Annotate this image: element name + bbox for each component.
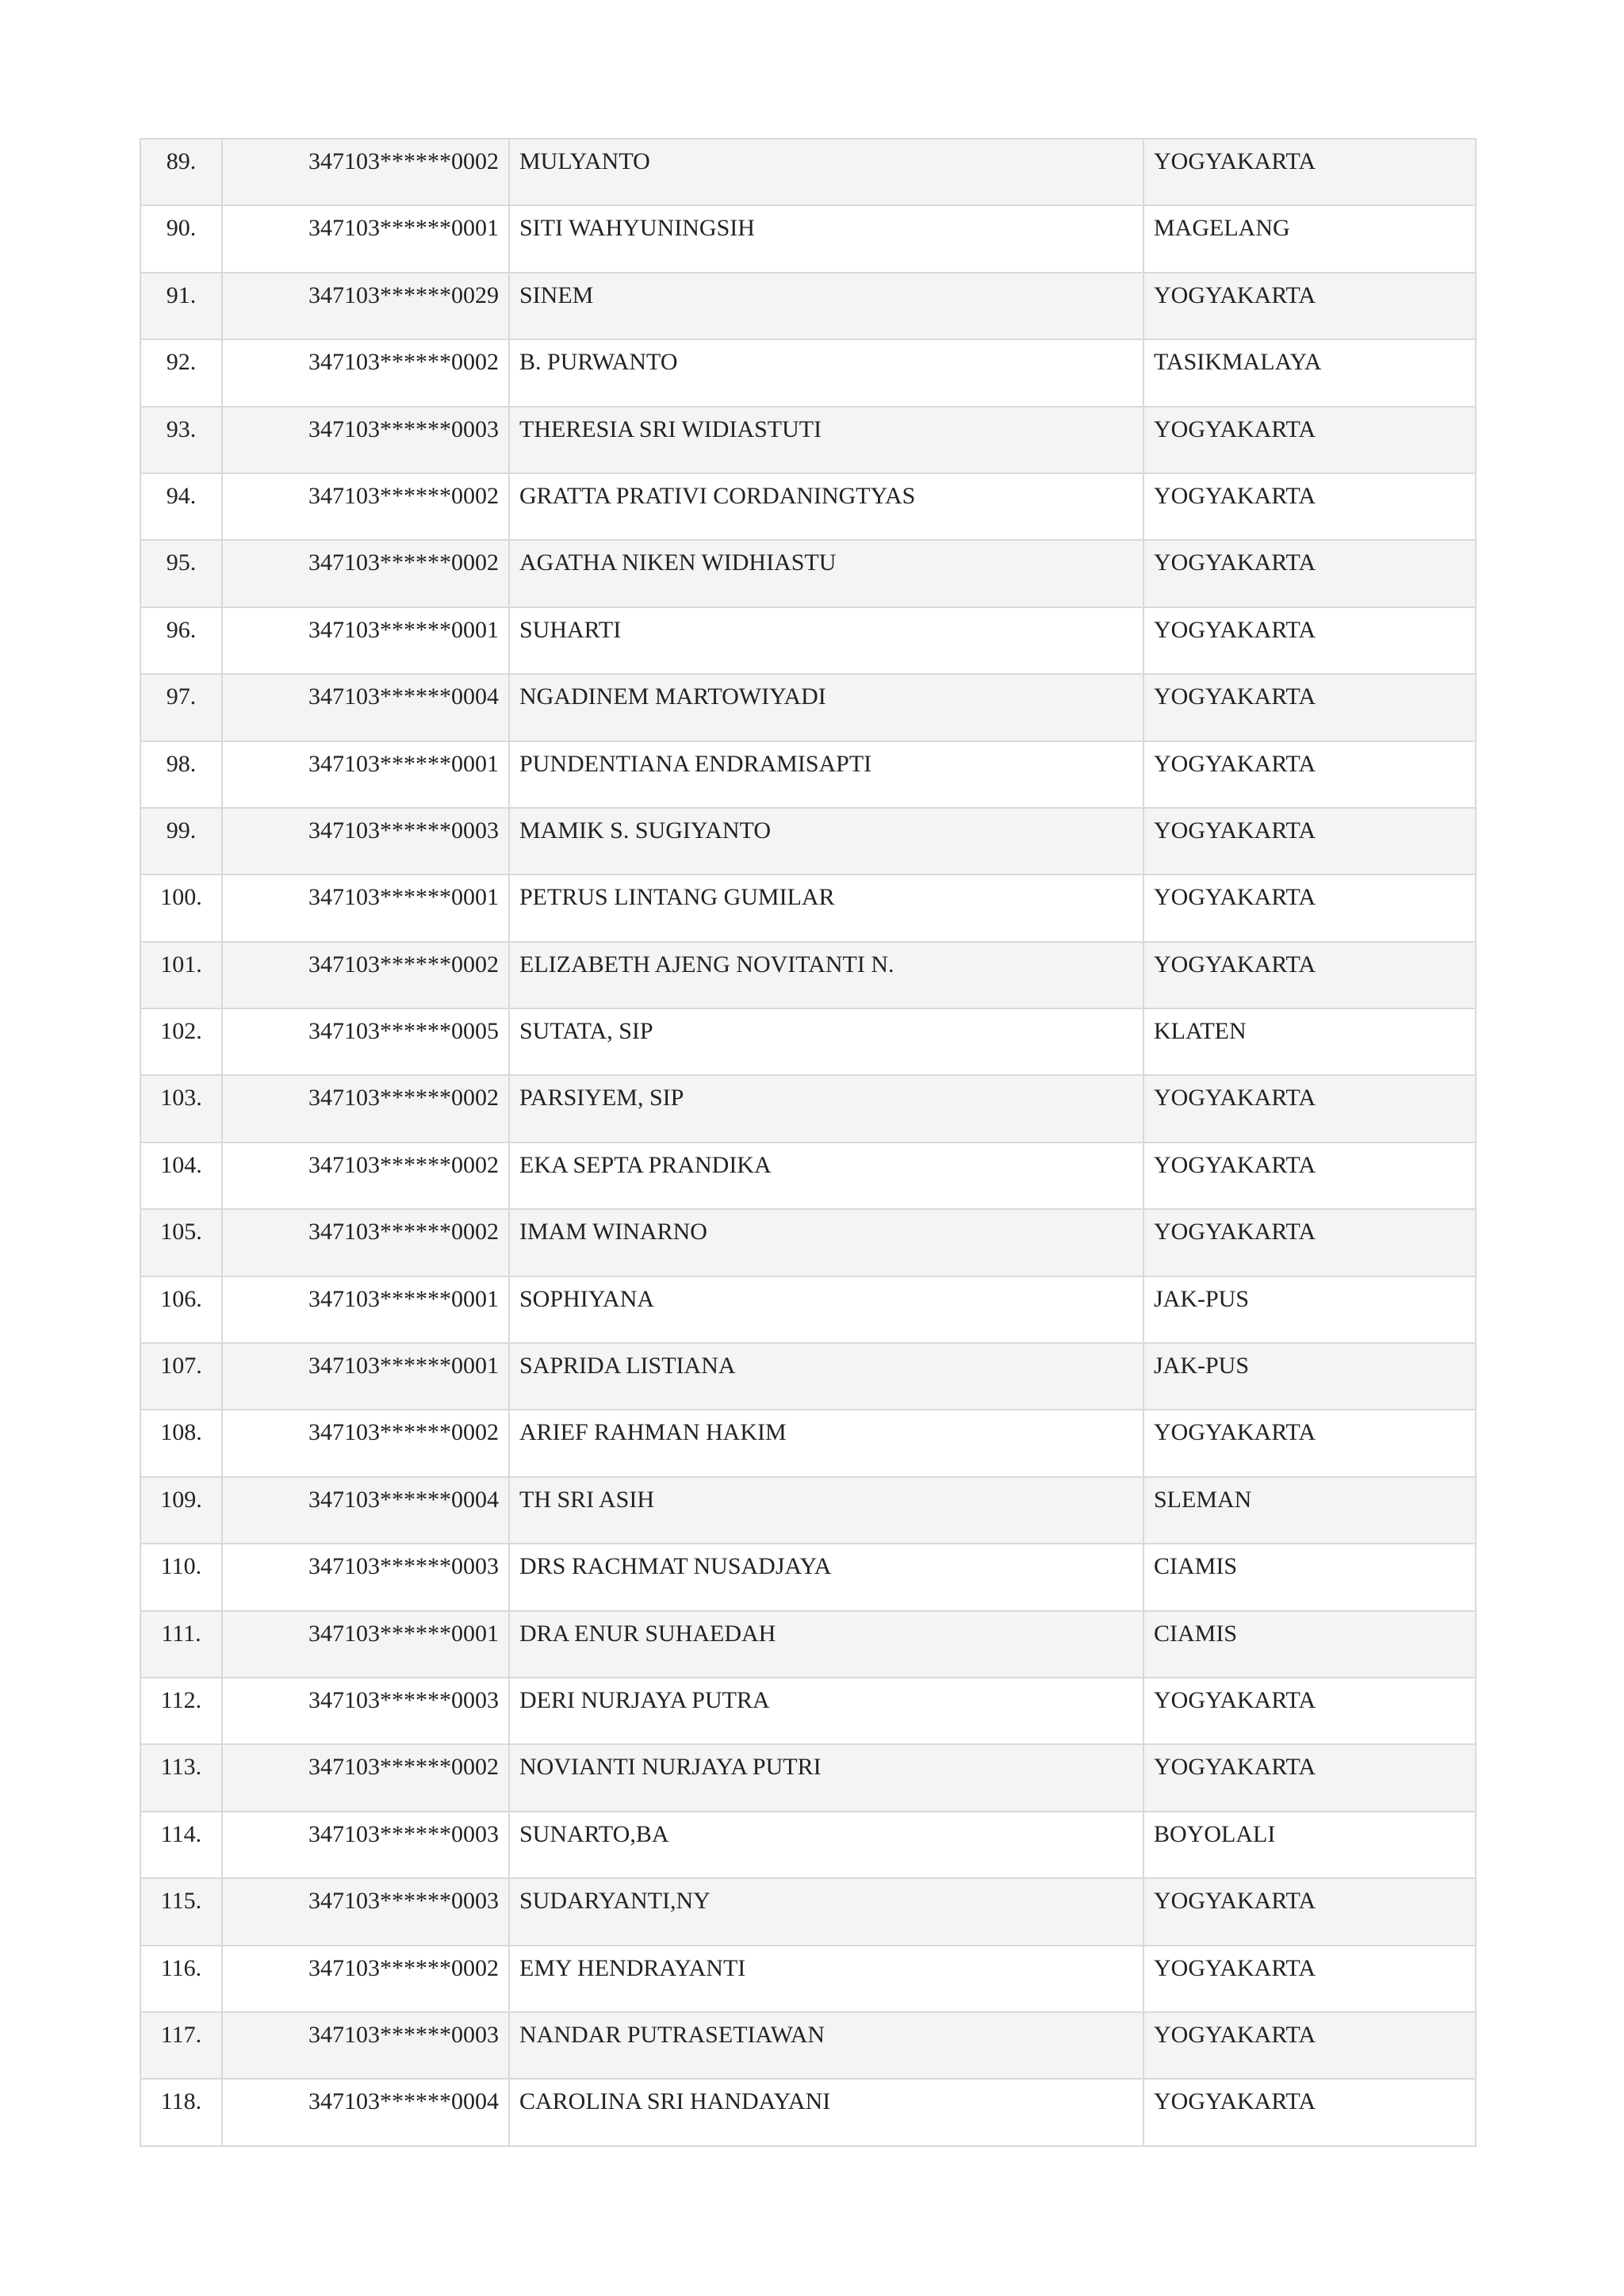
row-number-cell: 106. (140, 1276, 222, 1343)
table-row (140, 1544, 1476, 1610)
row-number-cell: 114. (140, 1812, 222, 1878)
nik-cell: 347103******0003 (222, 1544, 509, 1610)
city-cell: YOGYAKARTA (1143, 273, 1476, 339)
nik-cell: 347103******0001 (222, 874, 509, 941)
name-cell: SOPHIYANA (509, 1276, 1143, 1343)
city-cell: KLATEN (1143, 1008, 1476, 1075)
table-row (140, 407, 1476, 473)
city-cell: SLEMAN (1143, 1477, 1476, 1544)
city-cell: YOGYAKARTA (1143, 1878, 1476, 1945)
name-cell: SITI WAHYUNINGSIH (509, 205, 1143, 272)
row-number-cell: 108. (140, 1410, 222, 1476)
city-cell: YOGYAKARTA (1143, 1209, 1476, 1276)
nik-cell: 347103******0001 (222, 1343, 509, 1410)
table-row (140, 273, 1476, 339)
name-cell: DRA ENUR SUHAEDAH (509, 1611, 1143, 1678)
row-number-cell: 91. (140, 273, 222, 339)
nik-cell: 347103******0003 (222, 407, 509, 473)
row-number-cell: 99. (140, 808, 222, 874)
roster-table (140, 138, 1477, 2147)
nik-cell: 347103******0002 (222, 1744, 509, 1811)
row-number-cell: 97. (140, 674, 222, 740)
name-cell: NANDAR PUTRASETIAWAN (509, 2012, 1143, 2079)
city-cell: YOGYAKARTA (1143, 473, 1476, 540)
city-cell: MAGELANG (1143, 205, 1476, 272)
name-cell: DRS RACHMAT NUSADJAYA (509, 1544, 1143, 1610)
city-cell: YOGYAKARTA (1143, 1946, 1476, 2012)
table-row (140, 741, 1476, 808)
table-row (140, 1946, 1476, 2012)
row-number-cell: 111. (140, 1611, 222, 1678)
table-row (140, 607, 1476, 674)
table-row (140, 1276, 1476, 1343)
table-row (140, 808, 1476, 874)
row-number-cell: 110. (140, 1544, 222, 1610)
nik-cell: 347103******0004 (222, 1477, 509, 1544)
table-row (140, 1410, 1476, 1476)
nik-cell: 347103******0001 (222, 1611, 509, 1678)
nik-cell: 347103******0003 (222, 1878, 509, 1945)
name-cell: PUNDENTIANA ENDRAMISAPTI (509, 741, 1143, 808)
nik-cell: 347103******0002 (222, 1142, 509, 1209)
table-row (140, 1075, 1476, 1142)
city-cell: YOGYAKARTA (1143, 1678, 1476, 1744)
city-cell: YOGYAKARTA (1143, 942, 1476, 1008)
nik-cell: 347103******0002 (222, 1946, 509, 2012)
name-cell: SUDARYANTI,NY (509, 1878, 1143, 1945)
table-row (140, 1878, 1476, 1945)
table-row (140, 1477, 1476, 1544)
row-number-cell: 113. (140, 1744, 222, 1811)
table-row (140, 1008, 1476, 1075)
row-number-cell: 104. (140, 1142, 222, 1209)
table-row (140, 1142, 1476, 1209)
name-cell: MULYANTO (509, 139, 1143, 205)
nik-cell: 347103******0003 (222, 1678, 509, 1744)
table-row (140, 1343, 1476, 1410)
nik-cell: 347103******0002 (222, 473, 509, 540)
row-number-cell: 115. (140, 1878, 222, 1945)
city-cell: BOYOLALI (1143, 1812, 1476, 1878)
nik-cell: 347103******0002 (222, 1075, 509, 1142)
name-cell: ELIZABETH AJENG NOVITANTI N. (509, 942, 1143, 1008)
nik-cell: 347103******0002 (222, 540, 509, 607)
table-row (140, 674, 1476, 740)
nik-cell: 347103******0001 (222, 607, 509, 674)
city-cell: CIAMIS (1143, 1611, 1476, 1678)
name-cell: IMAM WINARNO (509, 1209, 1143, 1276)
row-number-cell: 116. (140, 1946, 222, 2012)
city-cell: YOGYAKARTA (1143, 1744, 1476, 1811)
nik-cell: 347103******0001 (222, 1276, 509, 1343)
name-cell: SAPRIDA LISTIANA (509, 1343, 1143, 1410)
nik-cell: 347103******0003 (222, 808, 509, 874)
table-row (140, 339, 1476, 406)
table-row (140, 874, 1476, 941)
row-number-cell: 98. (140, 741, 222, 808)
name-cell: NOVIANTI NURJAYA PUTRI (509, 1744, 1143, 1811)
row-number-cell: 95. (140, 540, 222, 607)
row-number-cell: 96. (140, 607, 222, 674)
city-cell: YOGYAKARTA (1143, 874, 1476, 941)
city-cell: YOGYAKARTA (1143, 607, 1476, 674)
table-row (140, 2079, 1476, 2145)
name-cell: EKA SEPTA PRANDIKA (509, 1142, 1143, 1209)
name-cell: MAMIK S. SUGIYANTO (509, 808, 1143, 874)
row-number-cell: 94. (140, 473, 222, 540)
nik-cell: 347103******0002 (222, 339, 509, 406)
row-number-cell: 118. (140, 2079, 222, 2145)
nik-cell: 347103******0004 (222, 2079, 509, 2145)
name-cell: EMY HENDRAYANTI (509, 1946, 1143, 2012)
table-row (140, 1744, 1476, 1811)
row-number-cell: 101. (140, 942, 222, 1008)
city-cell: YOGYAKARTA (1143, 741, 1476, 808)
city-cell: JAK-PUS (1143, 1276, 1476, 1343)
table-row (140, 1812, 1476, 1878)
nik-cell: 347103******0002 (222, 942, 509, 1008)
table-row (140, 1611, 1476, 1678)
nik-cell: 347103******0002 (222, 1209, 509, 1276)
table-row (140, 942, 1476, 1008)
nik-cell: 347103******0001 (222, 205, 509, 272)
name-cell: SINEM (509, 273, 1143, 339)
name-cell: SUHARTI (509, 607, 1143, 674)
city-cell: YOGYAKARTA (1143, 2012, 1476, 2079)
roster-table-body (140, 139, 1476, 2146)
city-cell: YOGYAKARTA (1143, 407, 1476, 473)
table-row (140, 1678, 1476, 1744)
city-cell: YOGYAKARTA (1143, 1075, 1476, 1142)
table-row (140, 1209, 1476, 1276)
name-cell: CAROLINA SRI HANDAYANI (509, 2079, 1143, 2145)
nik-cell: 347103******0003 (222, 1812, 509, 1878)
row-number-cell: 103. (140, 1075, 222, 1142)
city-cell: YOGYAKARTA (1143, 674, 1476, 740)
name-cell: ARIEF RAHMAN HAKIM (509, 1410, 1143, 1476)
nik-cell: 347103******0003 (222, 2012, 509, 2079)
row-number-cell: 89. (140, 139, 222, 205)
row-number-cell: 92. (140, 339, 222, 406)
name-cell: DERI NURJAYA PUTRA (509, 1678, 1143, 1744)
name-cell: NGADINEM MARTOWIYADI (509, 674, 1143, 740)
nik-cell: 347103******0004 (222, 674, 509, 740)
city-cell: YOGYAKARTA (1143, 139, 1476, 205)
city-cell: YOGYAKARTA (1143, 2079, 1476, 2145)
name-cell: TH SRI ASIH (509, 1477, 1143, 1544)
nik-cell: 347103******0029 (222, 273, 509, 339)
city-cell: YOGYAKARTA (1143, 1410, 1476, 1476)
nik-cell: 347103******0005 (222, 1008, 509, 1075)
row-number-cell: 107. (140, 1343, 222, 1410)
nik-cell: 347103******0002 (222, 139, 509, 205)
city-cell: JAK-PUS (1143, 1343, 1476, 1410)
name-cell: THERESIA SRI WIDIASTUTI (509, 407, 1143, 473)
nik-cell: 347103******0001 (222, 741, 509, 808)
city-cell: YOGYAKARTA (1143, 540, 1476, 607)
table-row (140, 205, 1476, 272)
row-number-cell: 102. (140, 1008, 222, 1075)
name-cell: B. PURWANTO (509, 339, 1143, 406)
name-cell: PARSIYEM, SIP (509, 1075, 1143, 1142)
row-number-cell: 100. (140, 874, 222, 941)
table-row (140, 540, 1476, 607)
row-number-cell: 112. (140, 1678, 222, 1744)
name-cell: SUTATA, SIP (509, 1008, 1143, 1075)
city-cell: YOGYAKARTA (1143, 1142, 1476, 1209)
name-cell: PETRUS LINTANG GUMILAR (509, 874, 1143, 941)
name-cell: SUNARTO,BA (509, 1812, 1143, 1878)
table-row (140, 139, 1476, 205)
row-number-cell: 90. (140, 205, 222, 272)
name-cell: AGATHA NIKEN WIDHIASTU (509, 540, 1143, 607)
table-row (140, 473, 1476, 540)
row-number-cell: 117. (140, 2012, 222, 2079)
row-number-cell: 93. (140, 407, 222, 473)
row-number-cell: 109. (140, 1477, 222, 1544)
city-cell: CIAMIS (1143, 1544, 1476, 1610)
city-cell: TASIKMALAYA (1143, 339, 1476, 406)
city-cell: YOGYAKARTA (1143, 808, 1476, 874)
row-number-cell: 105. (140, 1209, 222, 1276)
table-row (140, 2012, 1476, 2079)
name-cell: GRATTA PRATIVI CORDANINGTYAS (509, 473, 1143, 540)
nik-cell: 347103******0002 (222, 1410, 509, 1476)
